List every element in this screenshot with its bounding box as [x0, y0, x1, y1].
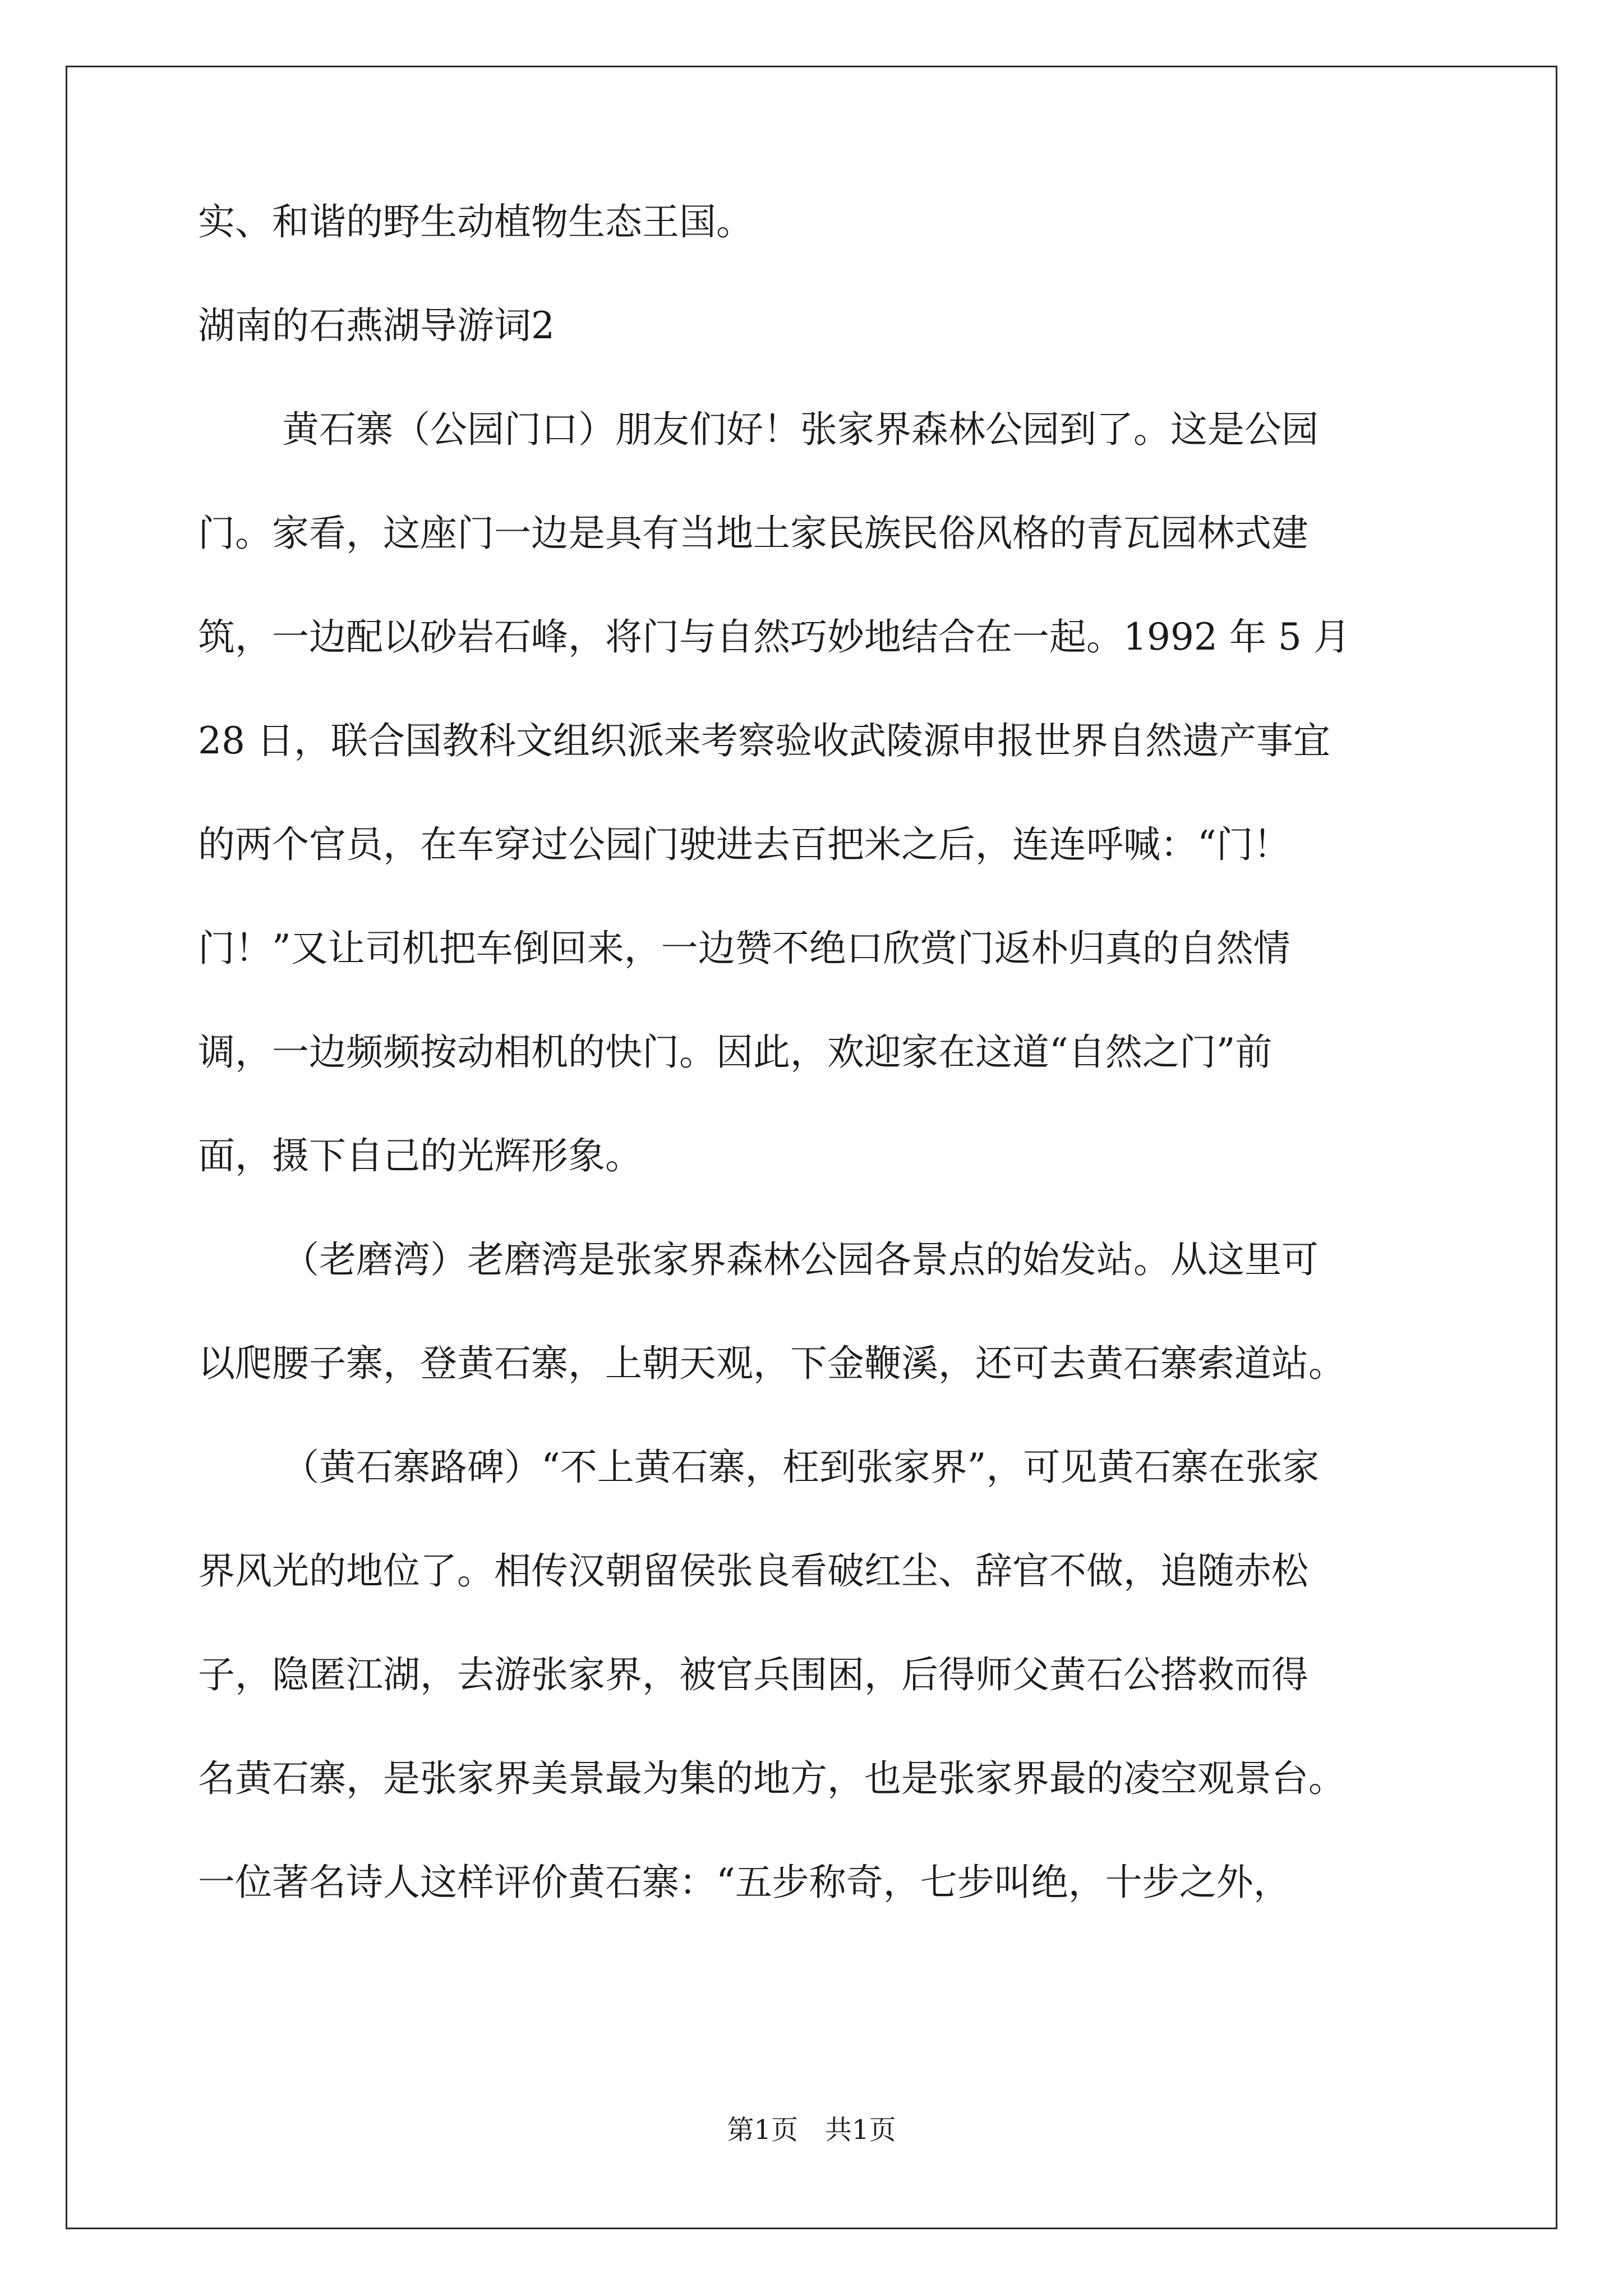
paragraph-line: 的两个官员，在车穿过公园门驶进去百把米之后，连连呼喊：“门！ [198, 823, 1290, 866]
paragraph-line: 子，隐匿江湖，去游张家界，被官兵围困，后得师父黄石公搭救而得 [198, 1653, 1308, 1696]
paragraph-line: （老磨湾）老磨湾是张家界森林公园各景点的始发站。从这里可 [282, 1238, 1318, 1281]
paragraph-line: 筑，一边配以砂岩石峰，将门与自然巧妙地结合在一起。1992 年 5 月 [198, 615, 1350, 659]
paragraph-line: 名黄石寨，是张家界美景最为集的地方，也是张家界最的凌空观景台。 [198, 1757, 1345, 1800]
paragraph-line: 门！”又让司机把车倒回来，一边赞不绝口欣赏门返朴归真的自然情 [198, 927, 1290, 970]
paragraph-line: 调，一边频频按动相机的快门。因此，欢迎家在这道“自然之门”前 [198, 1030, 1272, 1074]
paragraph-line: 门。家看，这座门一边是具有当地土家民族民俗风格的青瓦园林式建 [198, 512, 1308, 555]
paragraph-line: 黄石寨（公园门口）朋友们好！张家界森林公园到了。这是公园 [282, 408, 1318, 451]
paragraph-line: 28 日，联合国教科文组织派来考察验收武陵源申报世界自然遗产事宜 [198, 719, 1330, 762]
paragraph-line: 实、和谐的野生动植物生态王国。 [198, 200, 753, 243]
document-body [198, 200, 1432, 1904]
paragraph-line: （黄石寨路碑）“不上黄石寨，枉到张家界”，可见黄石寨在张家 [282, 1446, 1320, 1489]
page-number-footer: 第1页 共1页 [727, 2114, 896, 2146]
paragraph-line: 以爬腰子寨，登黄石寨，上朝天观，下金鞭溪，还可去黄石寨索道站。 [198, 1342, 1345, 1385]
paragraph-line: 一位著名诗人这样评价黄石寨：“五步称奇，七步叫绝，十步之外， [198, 1861, 1290, 1904]
paragraph-line: 界风光的地位了。相传汉朝留侯张良看破红尘、辞官不做，追随赤松 [198, 1549, 1308, 1593]
section-title: 湖南的石燕湖导游词2 [198, 304, 555, 347]
paragraph-line: 面，摄下自己的光辉形象。 [198, 1134, 642, 1177]
